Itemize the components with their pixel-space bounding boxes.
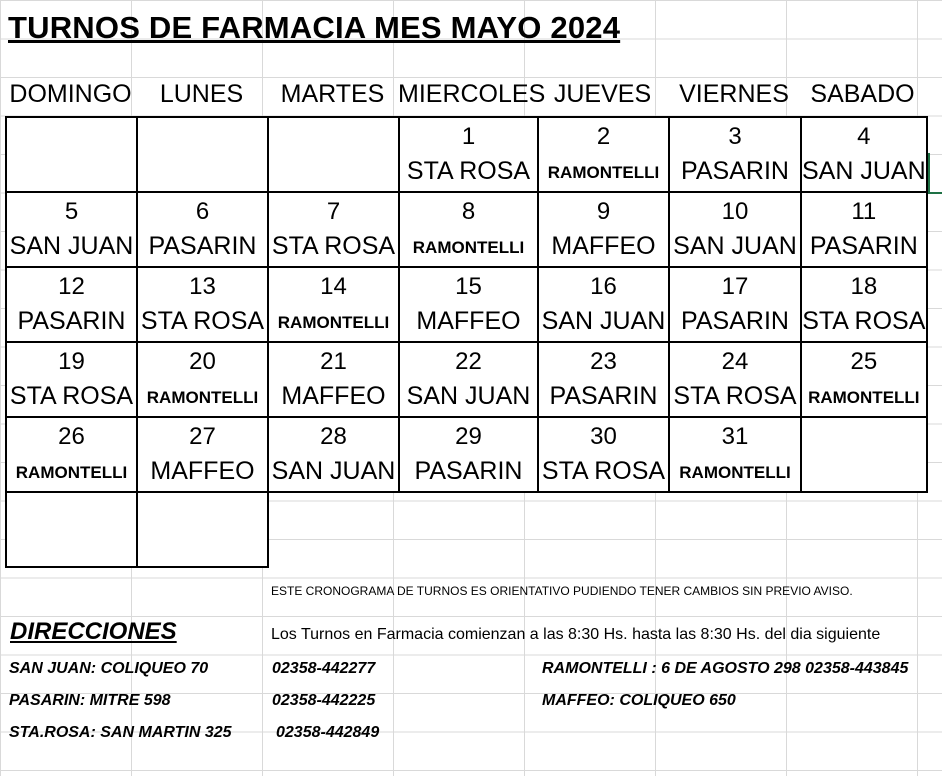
pharmacy-name: STA ROSA xyxy=(271,232,396,260)
empty-day-cell xyxy=(801,417,927,492)
calendar-day-cell xyxy=(538,342,669,417)
calendar-day-cell xyxy=(137,417,268,492)
pharmacy-name: STA ROSA xyxy=(406,157,531,185)
day-number: 6 xyxy=(195,198,210,225)
calendar-day-cell xyxy=(6,417,137,492)
calendar-day-cell xyxy=(669,117,801,192)
day-number: 3 xyxy=(728,123,742,150)
empty-day-cell xyxy=(6,492,137,567)
pharmacy-name: SAN JUAN xyxy=(541,307,666,335)
calendar-day-cell xyxy=(6,342,137,417)
pharmacy-name: STA ROSA xyxy=(673,382,797,410)
calendar-day-cell xyxy=(669,192,801,267)
directions-title: DIRECCIONES xyxy=(10,618,177,645)
pharmacy-name: STA ROSA xyxy=(140,307,265,335)
empty-day-cell xyxy=(137,492,268,567)
weekday-header: JUEVES xyxy=(553,80,652,108)
day-number: 11 xyxy=(851,198,877,225)
weekday-header: LUNES xyxy=(159,80,244,108)
calendar-day-cell xyxy=(137,192,268,267)
pharmacy-name: PASARIN xyxy=(809,232,918,260)
calendar-day-cell xyxy=(669,342,801,417)
calendar-day-cell xyxy=(6,267,137,342)
pharmacy-name: SAN JUAN xyxy=(271,457,396,485)
empty-day-cell xyxy=(6,117,137,192)
blank-cell xyxy=(538,492,669,567)
day-number: 8 xyxy=(461,198,476,225)
phone-pasarin: 02358-442225 xyxy=(272,692,376,709)
calendar-day-cell xyxy=(399,267,538,342)
calendar-day-cell xyxy=(137,342,268,417)
address-sta-rosa: STA.ROSA: SAN MARTIN 325 xyxy=(9,724,232,741)
calendar-day-cell xyxy=(399,342,538,417)
calendar-day-cell xyxy=(669,417,801,492)
day-number: 9 xyxy=(596,198,611,225)
pharmacy-name: STA ROSA xyxy=(9,382,134,410)
day-number: 23 xyxy=(590,348,617,375)
day-number: 21 xyxy=(320,348,347,375)
address-maffeo: MAFFEO: COLIQUEO 650 xyxy=(542,692,736,709)
calendar-day-cell xyxy=(268,267,399,342)
weekday-header: MARTES xyxy=(280,80,385,108)
day-number: 17 xyxy=(721,273,749,300)
hours-text: Los Turnos en Farmacia comienzan a las 8:30 Hs. hasta las 8:30 Hs. del dia siguiente xyxy=(271,626,881,643)
day-number: 5 xyxy=(64,198,79,225)
blank-cell xyxy=(268,492,399,567)
pharmacy-name: RAMONTELLI xyxy=(146,388,259,407)
calendar-week-row xyxy=(6,417,927,492)
day-number: 27 xyxy=(189,423,216,450)
calendar-day-cell xyxy=(538,117,669,192)
page-title: TURNOS DE FARMACIA MES MAYO 2024 xyxy=(8,10,621,45)
calendar-day-cell xyxy=(801,117,927,192)
pharmacy-name: STA ROSA xyxy=(802,307,926,335)
weekday-header: MIERCOLES xyxy=(398,80,546,108)
day-number: 30 xyxy=(590,423,617,450)
day-number: 28 xyxy=(320,423,347,450)
pharmacy-name: PASARIN xyxy=(681,307,789,335)
day-number: 29 xyxy=(455,423,482,450)
weekday-header: VIERNES xyxy=(679,80,789,108)
pharmacy-name: SAN JUAN xyxy=(802,157,926,185)
weekday-header: SABADO xyxy=(810,80,915,108)
pharmacy-name: PASARIN xyxy=(148,232,257,260)
day-number: 31 xyxy=(721,423,749,450)
calendar-day-cell xyxy=(801,342,927,417)
weekday-header: DOMINGO xyxy=(9,80,132,108)
day-number: 12 xyxy=(58,273,85,300)
blank-cell xyxy=(399,492,538,567)
pharmacy-name: MAFFEO xyxy=(281,382,386,410)
pharmacy-name: PASARIN xyxy=(549,382,658,410)
cell-selection-marker xyxy=(928,153,942,194)
pharmacy-name: RAMONTELLI xyxy=(412,238,525,257)
calendar-day-cell xyxy=(137,267,268,342)
pharmacy-name: RAMONTELLI xyxy=(808,388,920,407)
address-ramontelli: RAMONTELLI : 6 DE AGOSTO 298 02358-443845 xyxy=(542,660,909,677)
calendar-week-row xyxy=(6,267,927,342)
day-number: 15 xyxy=(455,273,482,300)
day-number: 19 xyxy=(58,348,85,375)
calendar-day-cell xyxy=(399,117,538,192)
pharmacy-name: RAMONTELLI xyxy=(547,163,660,182)
calendar-day-cell xyxy=(538,417,669,492)
pharmacy-name: RAMONTELLI xyxy=(679,463,791,482)
day-number: 1 xyxy=(461,123,476,150)
day-number: 25 xyxy=(850,348,878,375)
calendar-day-cell xyxy=(538,192,669,267)
phone-sta-rosa: 02358-442849 xyxy=(276,724,380,741)
pharmacy-name: STA ROSA xyxy=(541,457,666,485)
pharmacy-name: RAMONTELLI xyxy=(15,463,128,482)
phone-san-juan: 02358-442277 xyxy=(272,660,376,677)
calendar-day-cell xyxy=(538,267,669,342)
calendar-day-cell xyxy=(268,342,399,417)
day-number: 26 xyxy=(58,423,85,450)
pharmacy-name: SAN JUAN xyxy=(9,232,134,260)
empty-day-cell xyxy=(268,117,399,192)
calendar-day-cell xyxy=(268,192,399,267)
calendar-week-row xyxy=(6,492,927,567)
calendar-week-row xyxy=(6,117,927,192)
pharmacy-name: PASARIN xyxy=(414,457,523,485)
calendar-week-row xyxy=(6,192,927,267)
calendar-day-cell xyxy=(801,267,927,342)
disclaimer-note: ESTE CRONOGRAMA DE TURNOS ES ORIENTATIVO PUDIENDO TENER CAMBIOS SIN PREVIO AVISO. xyxy=(271,584,853,598)
pharmacy-name: PASARIN xyxy=(681,157,789,185)
calendar-day-cell xyxy=(268,417,399,492)
calendar-day-cell xyxy=(669,267,801,342)
pharmacy-name: MAFFEO xyxy=(551,232,656,260)
empty-day-cell xyxy=(137,117,268,192)
blank-cell xyxy=(801,492,927,567)
pharmacy-name: SAN JUAN xyxy=(406,382,531,410)
day-number: 14 xyxy=(320,273,347,300)
calendar-week-row xyxy=(6,342,927,417)
day-number: 20 xyxy=(189,348,216,375)
day-number: 7 xyxy=(326,198,341,225)
day-number: 4 xyxy=(857,123,871,150)
day-number: 10 xyxy=(721,198,749,225)
day-number: 22 xyxy=(455,348,482,375)
day-number: 2 xyxy=(596,123,611,150)
pharmacy-name: MAFFEO xyxy=(416,307,521,335)
day-number: 13 xyxy=(189,273,216,300)
calendar-day-cell xyxy=(399,417,538,492)
day-number: 18 xyxy=(850,273,878,300)
day-number: 16 xyxy=(590,273,617,300)
pharmacy-name: PASARIN xyxy=(17,307,126,335)
blank-cell xyxy=(669,492,801,567)
calendar-day-cell xyxy=(399,192,538,267)
address-pasarin: PASARIN: MITRE 598 xyxy=(9,692,171,709)
calendar-day-cell xyxy=(801,192,927,267)
address-san-juan: SAN JUAN: COLIQUEO 70 xyxy=(9,660,209,677)
calendar-day-cell xyxy=(6,192,137,267)
pharmacy-name: RAMONTELLI xyxy=(277,313,390,332)
calendar-table xyxy=(5,116,928,568)
pharmacy-name: MAFFEO xyxy=(150,457,255,485)
pharmacy-name: SAN JUAN xyxy=(673,232,797,260)
day-number: 24 xyxy=(721,348,749,375)
